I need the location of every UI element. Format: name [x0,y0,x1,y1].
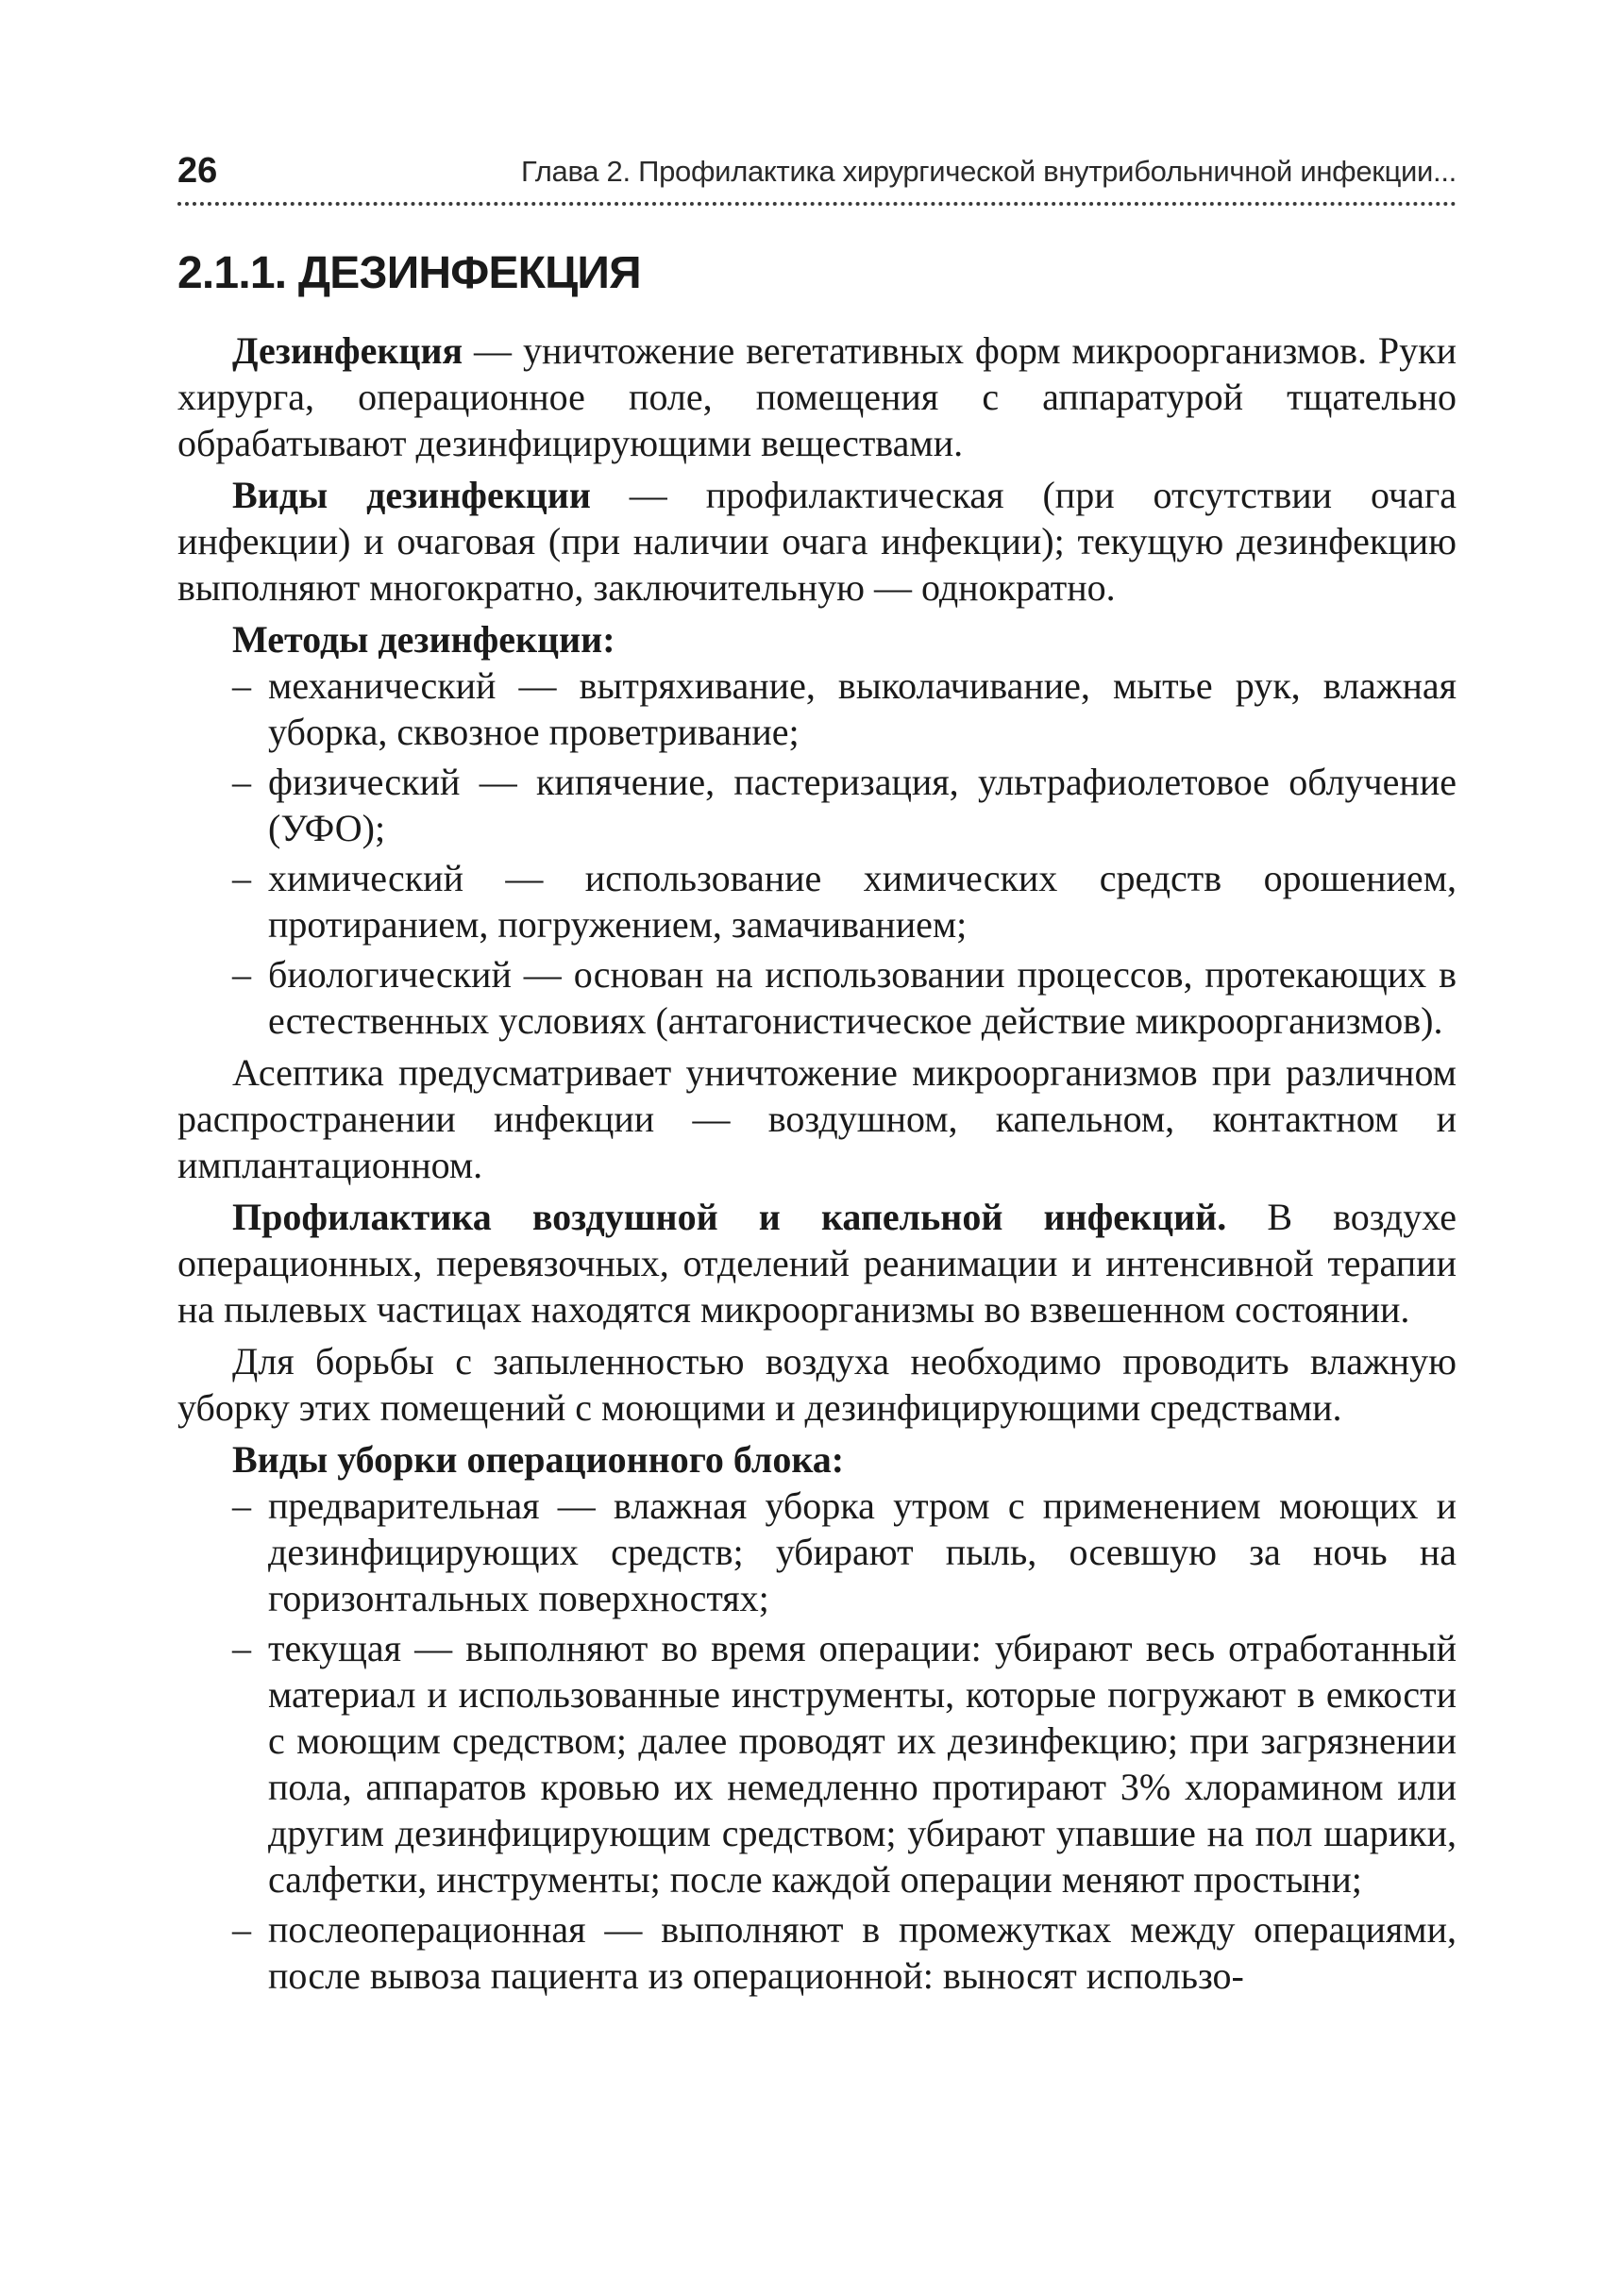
paragraph-text: — профилактическая (при отсутствии очага инфекции) и очаговая (при наличии очага инфекции); текущую дезинфекцию выполняют многократно, заключительную — однократно. [177,473,1457,609]
term-disinfection: Дезинфекция [232,328,463,372]
running-header [177,140,1457,206]
list-item: – механический — вытряхивание, выколачивание, мытье рук, влажная уборка, сквозное проветривание; [177,662,1457,755]
term-disinfection-types: Виды дезинфекции [232,473,591,516]
list-item: – физический — кипячение, пастеризация, ультрафиолетовое облучение (УФО); [177,759,1457,851]
list-item: – биологический — основан на использовании процессов, протекающих в естественных условиях (антагонистическое действие микроорганизмов). [177,951,1457,1044]
paragraph-disinfection-types [177,472,1457,611]
paragraph-airborne-prevention [177,1194,1457,1332]
list-item: – послеоперационная — выполняют в промежутках между операциями, после вывоза пациента из операционной: выносят использо- [177,1906,1457,1999]
paragraph-asepsis: Асептика предусматривает уничтожение микроорганизмов при различном распространении инфекции — воздушном, капельном, контактном и имплантационном. [177,1050,1457,1186]
section-title: 2.1.1. ДЕЗИНФЕКЦИЯ [177,248,641,298]
paragraph-wet-cleaning: Для борьбы с запыленностью воздуха необходимо проводить влажную уборку этих помещений с моющими и дезинфицирующими средствами. [177,1339,1457,1429]
methods-heading: Методы дезинфекции: [232,617,615,661]
list-item: – предварительная — влажная уборка утром с применением моющих и дезинфицирующих средств; убирают пыль, осевшую за ночь на горизонтальных поверхностях; [177,1483,1457,1621]
paragraph-text: В воздухе операционных, перевязочных, отделений реанимации и интенсивной терапии на пылевых частицах находятся микроорганизмы во взвешенном состоянии. [177,1195,1457,1331]
paragraph-disinfection-definition [177,327,1457,466]
list-item: – химический — использование химических средств орошением, протиранием, погружением, замачиванием; [177,855,1457,947]
body-text [177,327,1457,1999]
cleaning-heading: Виды уборки операционного блока: [232,1437,845,1481]
term-airborne-prevention: Профилактика воздушной и капельной инфекций. [232,1195,1227,1238]
list-item: – текущая — выполняют во время операции: убирают весь отработанный материал и использованные инструменты, которые погружают в емкости с моющим средством; далее проводят их дезинфекцию; при загрязнении пола, аппаратов кровью их немедленно протирают 3% хлорамином или другим дезинфицирующим средством; убирают упавшие на пол шарики, салфетки, инструменты; после каждой операции меняют простыни; [177,1625,1457,1902]
book-page [177,140,1457,2004]
cleaning-list [177,1483,1457,1999]
chapter-title: Глава 2. Профилактика хирургической внутрибольничной инфекции... [521,155,1457,188]
methods-list [177,662,1457,1044]
page-number: 26 [177,151,218,191]
paragraph-text: — уничтожение вегетативных форм микроорганизмов. Руки хирурга, операционное поле, помещения с аппаратурой тщательно обрабатывают дезинфицирующими веществами. [177,328,1457,464]
